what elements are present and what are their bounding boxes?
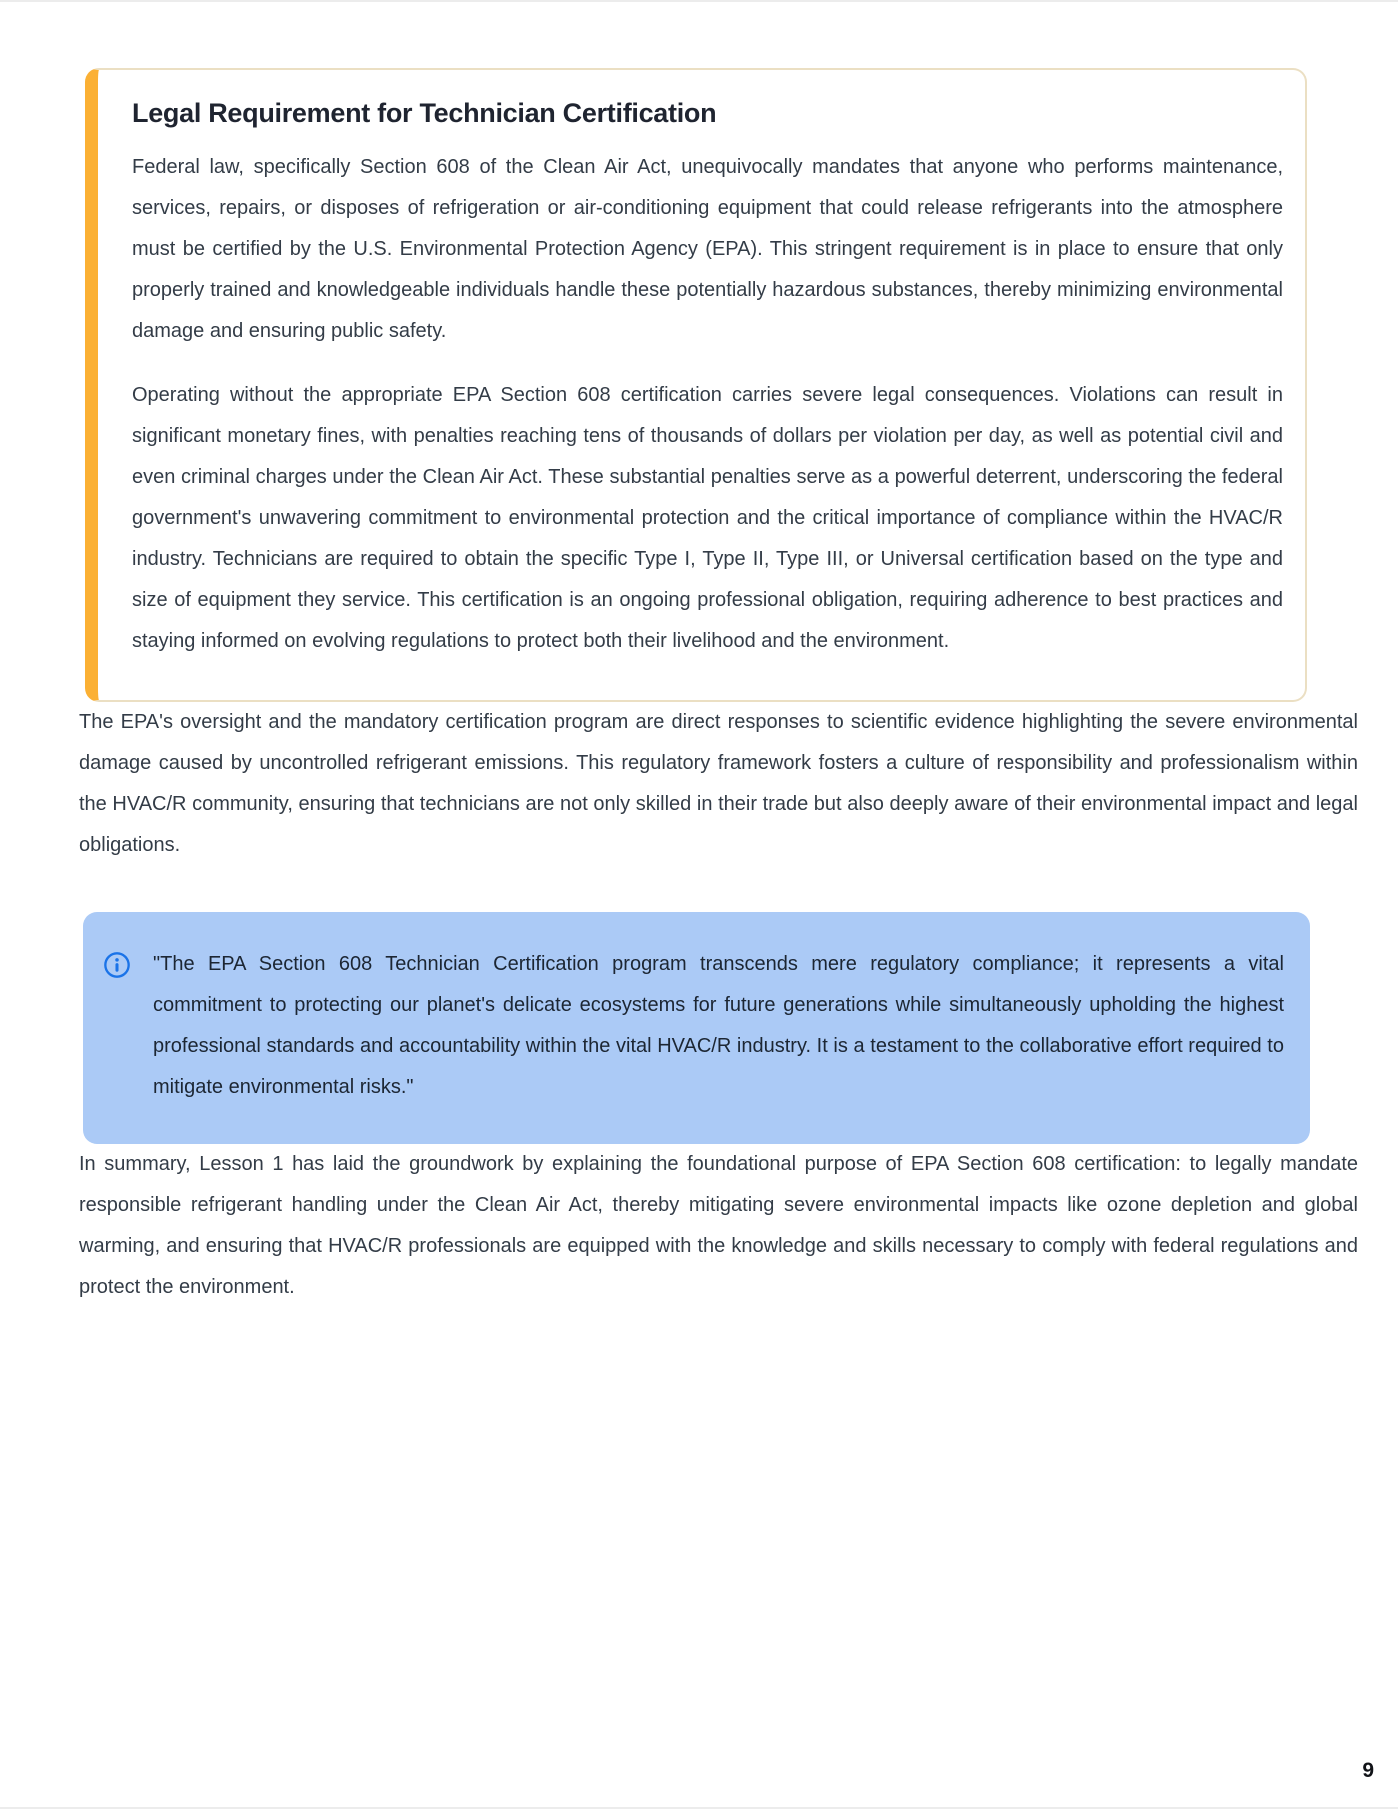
quote-callout [83,912,1310,1144]
legal-requirement-callout [85,68,1307,702]
oversight-paragraph: The EPA's oversight and the mandatory certification program are direct responses to scientific evidence highlighting the severe environmental damage caused by uncontrolled refrigerant emissions. This regulatory framework fosters a culture of responsibility and professionalism within the HVAC/R community, ensuring that technicians are not only skilled in their trade but also deeply aware of their environmental impact and legal obligations. [79,711,1358,856]
callout-paragraph-2: Operating without the appropriate EPA Section 608 certification carries severe legal consequences. Violations can result in significant monetary fines, with penalties reaching tens of thousands of dollars per violation per day, as well as potential civil and even criminal charges under the Clean Air Act. These substantial penalties serve as a powerful deterrent, underscoring the federal government's unwavering commitment to environmental protection and the critical importance of compliance within the HVAC/R industry. Technicians are required to obtain the specific Type I, Type II, Type III, or Universal certification based on the type and size of equipment they service. This certification is an ongoing professional obligation, requiring adherence to best practices and staying informed on evolving regulations to protect both their livelihood and the environment. [132,384,1283,652]
page-content [79,2,1358,1308]
callout-paragraph-1: Federal law, specifically Section 608 of the Clean Air Act, unequivocally mandates that anyone who performs maintenance, services, repairs, or disposes of refrigeration or air-conditioning equipment that could release refrigerants into the atmosphere must be certified by the U.S. Environmental Protection Agency (EPA). This stringent requirement is in place to ensure that only properly trained and knowledgeable individuals handle these potentially hazardous substances, thereby minimizing environmental damage and ensuring public safety. [132,156,1283,342]
callout-title: Legal Requirement for Technician Certification [132,98,717,128]
quote-text: "The EPA Section 608 Technician Certification program transcends mere regulatory compliance; it represents a vital commitment to protecting our planet's delicate ecosystems for future generations while simultaneously upholding the highest professional standards and accountability within the vital HVAC/R industry. It is a testament to the collaborative effort required to mitigate environmental risks." [153,953,1284,1098]
page-number: 9 [1362,1759,1374,1782]
summary-paragraph: In summary, Lesson 1 has laid the groundwork by explaining the foundational purpose of EPA Section 608 certification: to legally mandate responsible refrigerant handling under the Clean Air Act, thereby mitigating severe environmental impacts like ozone depletion and global warming, and ensuring that HVAC/R professionals are equipped with the knowledge and skills necessary to comply with federal regulations and protect the environment. [79,1153,1358,1298]
info-icon [103,951,131,979]
